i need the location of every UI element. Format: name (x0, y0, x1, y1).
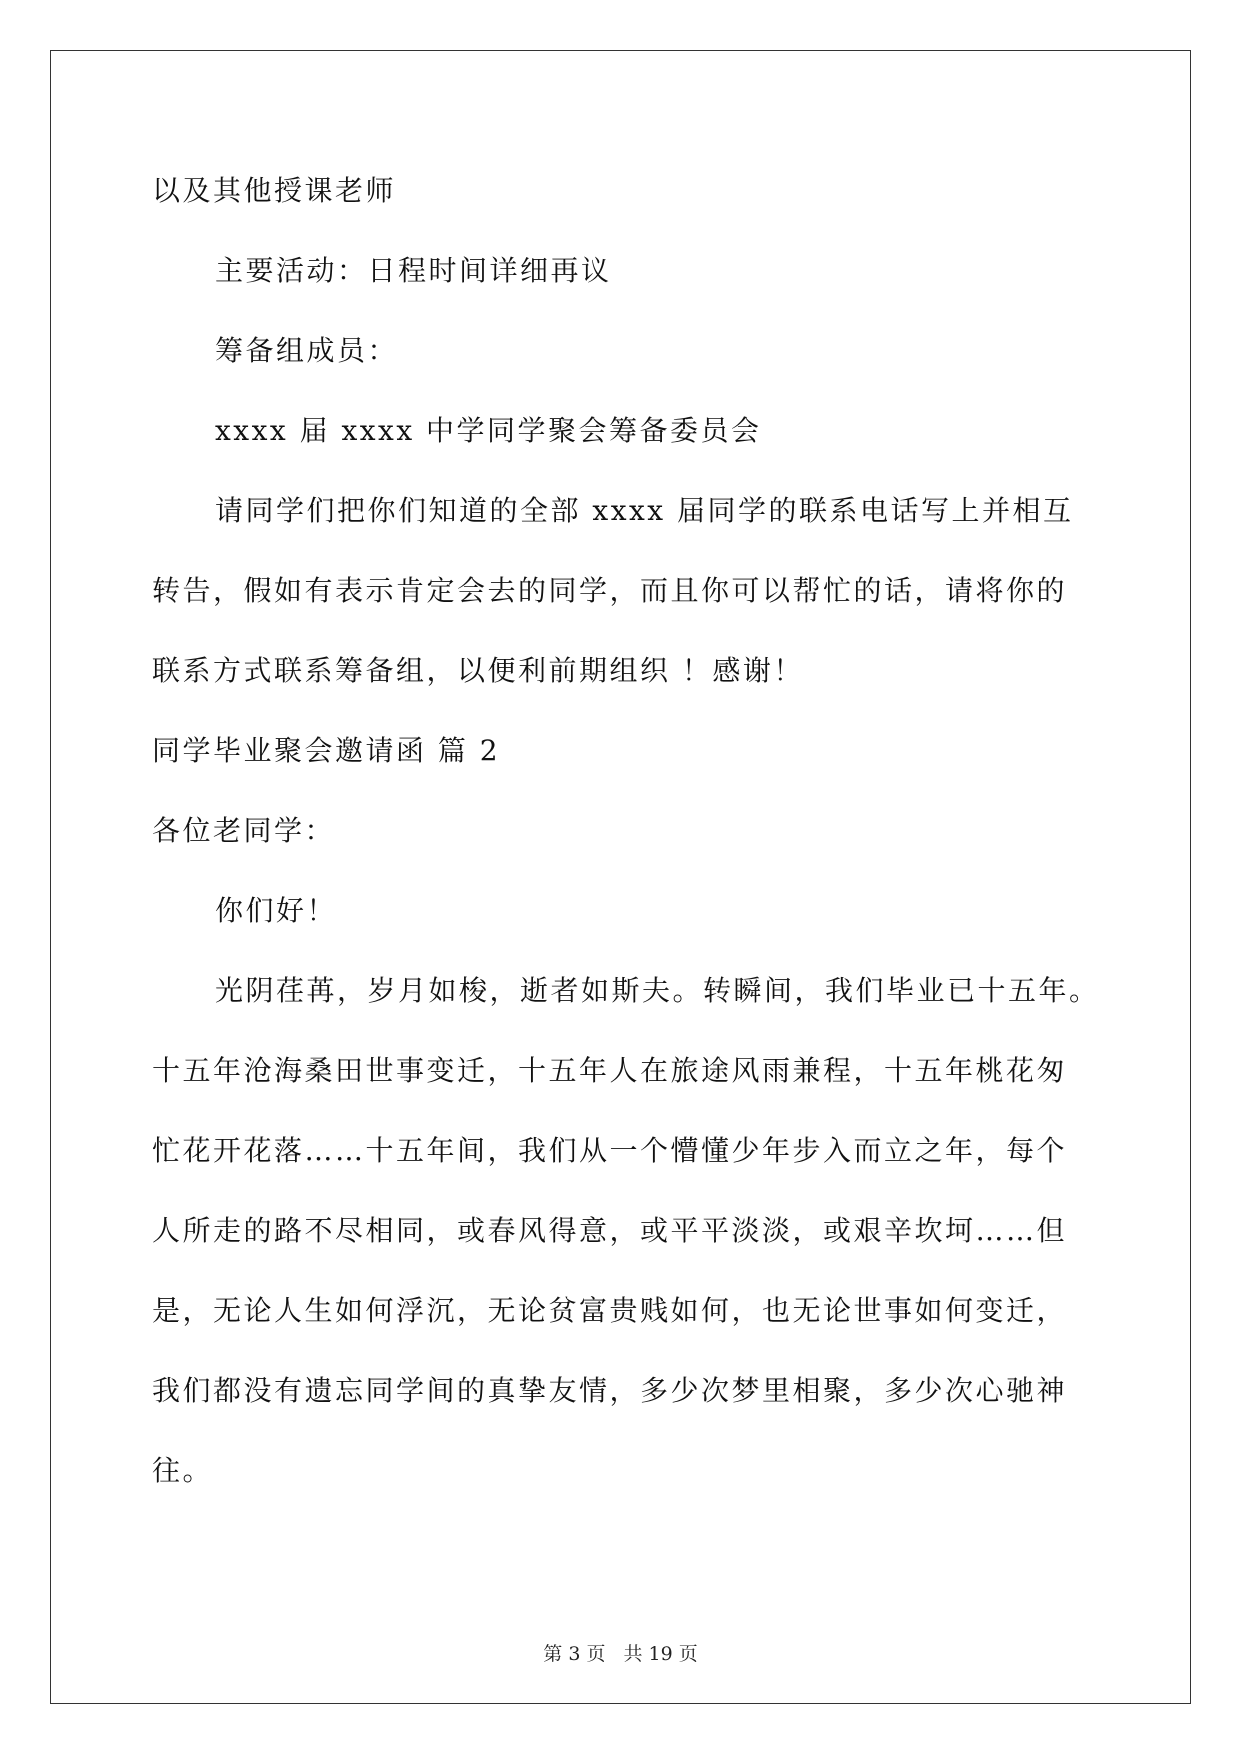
text-line: 筹备组成员： (215, 334, 399, 367)
text-line: 主要活动：日程时间详细再议 (215, 254, 612, 287)
text-line: 转告，假如有表示肯定会去的同学，而且你可以帮忙的话，请将你的 (152, 574, 1068, 607)
page-frame (50, 50, 1191, 1704)
text-line: 我们都没有遗忘同学间的真挚友情，多少次梦里相聚，多少次心驰神 (152, 1374, 1068, 1407)
greeting: 你们好！ (215, 894, 338, 927)
text-line: xxxx 届 xxxx 中学同学聚会筹备委员会 (215, 414, 762, 447)
text-line: 是，无论人生如何浮沉，无论贫富贵贱如何，也无论世事如何变迁， (152, 1294, 1068, 1327)
text-line: 光阴荏苒，岁月如梭，逝者如斯夫。转瞬间，我们毕业已十五年。 (215, 974, 1100, 1007)
page-total: 共 19 页 (623, 1643, 698, 1665)
text-line: 十五年沧海桑田世事变迁，十五年人在旅途风雨兼程，十五年桃花匆 (152, 1054, 1068, 1087)
text-line: 请同学们把你们知道的全部 xxxx 届同学的联系电话写上并相互 (215, 494, 1074, 527)
salutation: 各位老同学： (152, 814, 336, 847)
page-number: 第 3 页 (543, 1643, 606, 1665)
text-line: 忙花开花落……十五年间，我们从一个懵懂少年步入而立之年，每个 (152, 1134, 1068, 1167)
page-footer (0, 1642, 1241, 1666)
text-line: 以及其他授课老师 (152, 174, 397, 207)
section-heading: 同学毕业聚会邀请函 篇 2 (152, 734, 501, 767)
text-line: 往。 (152, 1454, 214, 1487)
text-line: 人所走的路不尽相同，或春风得意，或平平淡淡，或艰辛坎坷……但 (152, 1214, 1068, 1247)
text-line: 联系方式联系筹备组，以便利前期组织 ！感谢！ (152, 654, 804, 687)
